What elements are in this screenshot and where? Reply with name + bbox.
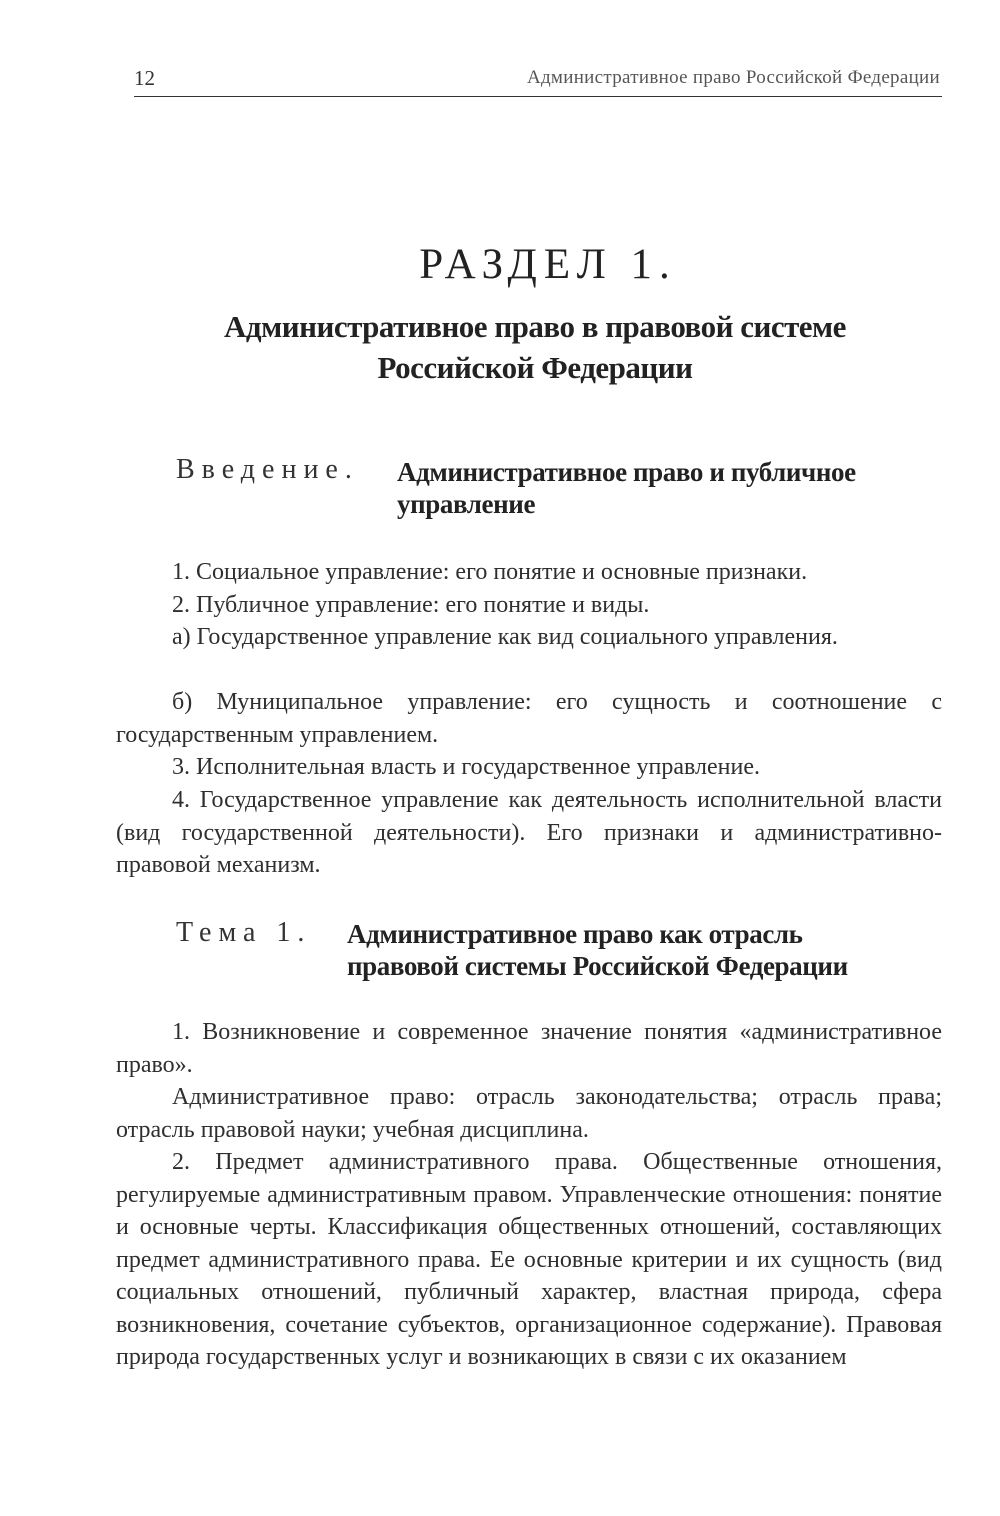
intro-item: 1. Социальное управление: его понятие и основные признаки. — [172, 559, 808, 585]
section-number: РАЗДЕЛ 1. — [419, 241, 677, 288]
topic-title-line-2: правовой системы Российской Федерации — [347, 951, 848, 981]
topic-paragraph: 2. Предмет административного права. Общественные отношения, регулируемые административным правом. Управленческие отношения: понятие и основные черты. Классификация общественных отношений, составляющих предмет административного права. Ее основные критерии и их сущность (вид социальных отношений, публичный характер, властная природа, сфера возникновения, сочетание субъектов, организационное содержание). Правовая природа государственных услуг и возникающих в связи с их оказанием — [116, 1149, 942, 1370]
section-title-line-2: Российской Федерации — [377, 350, 693, 385]
topic-paragraph: Административное право: отрасль законодательства; отрасль права; отрасль правовой науки; учебная дисциплина. — [116, 1084, 942, 1143]
intro-item: 4. Государственное управление как деятельность исполнительной власти (вид государственной деятельности). Его признаки и административно-правовой механизм. — [116, 787, 942, 878]
intro-item: 2. Публичное управление: его понятие и виды. — [172, 592, 650, 618]
intro-title-line-1: Административное право и публичное — [397, 457, 856, 487]
topic-label: Тема 1. — [176, 917, 312, 948]
page-number: 12 — [134, 66, 155, 90]
running-header — [134, 60, 942, 97]
running-title: Административное право Российской Федерации — [526, 67, 940, 88]
section-title — [0, 306, 1000, 388]
topic-title-line-1: Административное право как отрасль — [347, 919, 803, 949]
intro-title — [397, 456, 856, 520]
intro-item: а) Государственное управление как вид социального управления. — [172, 624, 838, 650]
topic-paragraph: 1. Возникновение и современное значение понятия «административное право». — [116, 1019, 942, 1078]
intro-label: Введение. — [176, 454, 359, 485]
intro-item: б) Муниципальное управление: его сущность и соотношение с государственным управлением. — [116, 689, 942, 748]
section-title-line-1: Административное право в правовой системе — [224, 309, 846, 344]
intro-item: 3. Исполнительная власть и государственное управление. — [172, 754, 760, 780]
topic-title — [347, 918, 848, 982]
intro-title-line-2: управление — [397, 489, 536, 519]
